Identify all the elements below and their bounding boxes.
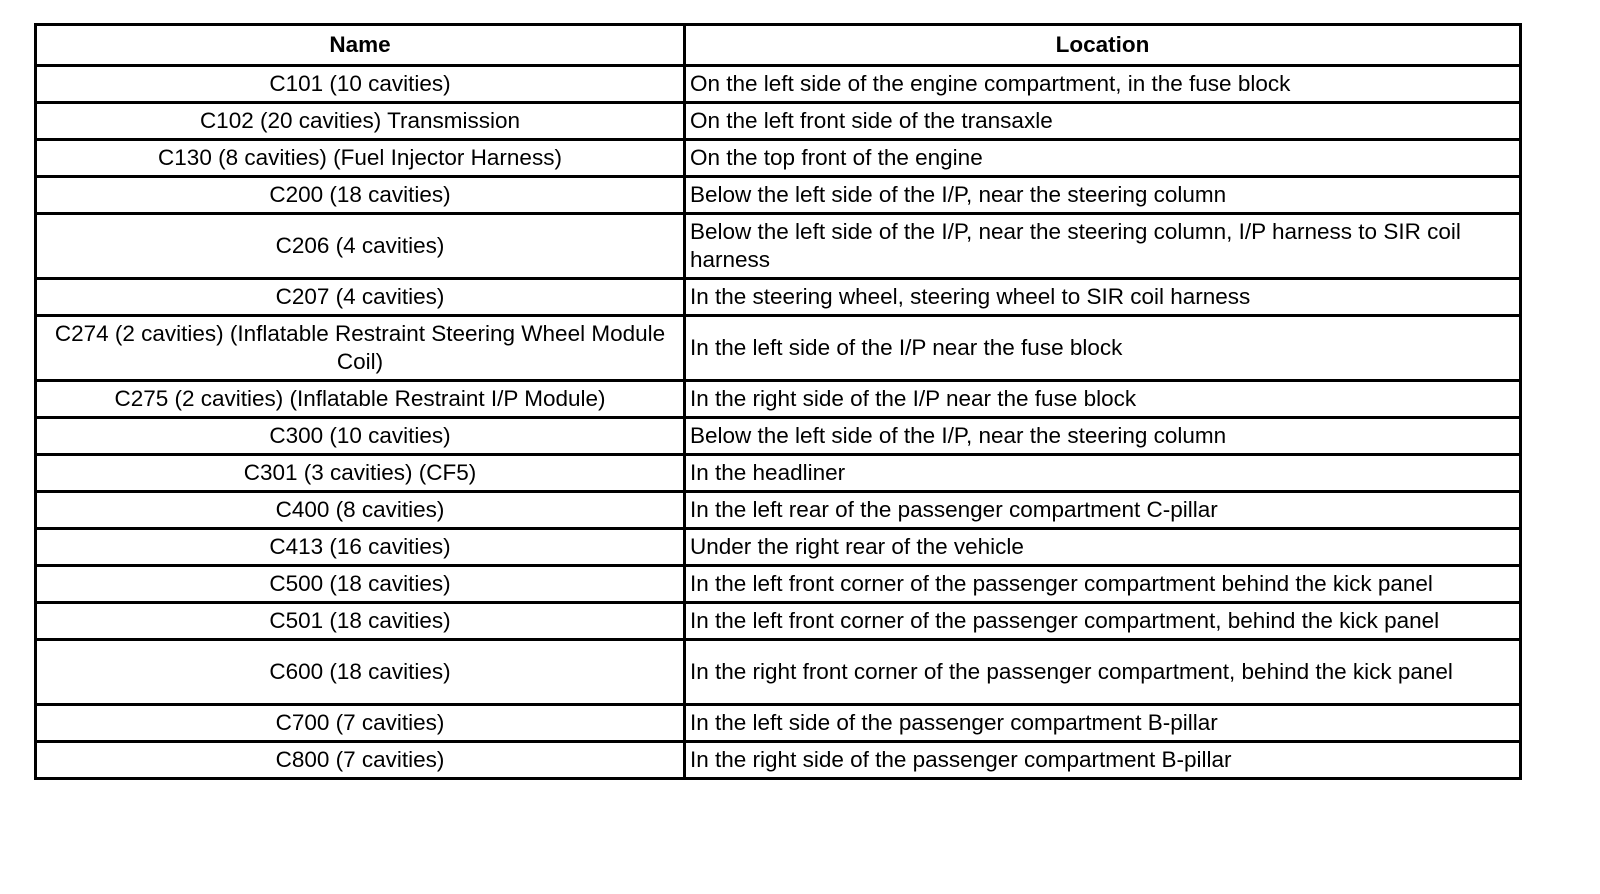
connector-name-cell: C274 (2 cavities) (Inflatable Restraint Steering Wheel Module Coil) <box>36 316 685 381</box>
connector-location-table-container <box>34 23 1519 780</box>
connector-location-cell: In the right front corner of the passenger compartment, behind the kick panel <box>685 640 1521 705</box>
connector-name-cell: C275 (2 cavities) (Inflatable Restraint I/P Module) <box>36 381 685 418</box>
connector-location-cell: In the left side of the passenger compartment B-pillar <box>685 705 1521 742</box>
table-row <box>36 603 1521 640</box>
connector-name-cell: C300 (10 cavities) <box>36 418 685 455</box>
table-row <box>36 529 1521 566</box>
table-row <box>36 381 1521 418</box>
table-row <box>36 492 1521 529</box>
table-row <box>36 742 1521 779</box>
connector-location-cell: On the top front of the engine <box>685 140 1521 177</box>
connector-location-cell: Under the right rear of the vehicle <box>685 529 1521 566</box>
connector-location-cell: In the left front corner of the passenger compartment, behind the kick panel <box>685 603 1521 640</box>
connector-name-cell: C800 (7 cavities) <box>36 742 685 779</box>
connector-location-cell: In the left side of the I/P near the fuse block <box>685 316 1521 381</box>
connector-name-cell: C500 (18 cavities) <box>36 566 685 603</box>
table-header-row <box>36 25 1521 66</box>
connector-location-cell: In the right side of the passenger compartment B-pillar <box>685 742 1521 779</box>
table-row <box>36 566 1521 603</box>
table-row <box>36 66 1521 103</box>
table-row <box>36 455 1521 492</box>
table-row <box>36 177 1521 214</box>
connector-location-cell: Below the left side of the I/P, near the steering column <box>685 177 1521 214</box>
connector-location-cell: In the left rear of the passenger compartment C-pillar <box>685 492 1521 529</box>
connector-location-cell: On the left front side of the transaxle <box>685 103 1521 140</box>
connector-name-cell: C200 (18 cavities) <box>36 177 685 214</box>
connector-location-cell: In the headliner <box>685 455 1521 492</box>
connector-name-cell: C207 (4 cavities) <box>36 279 685 316</box>
table-row <box>36 316 1521 381</box>
connector-name-cell: C700 (7 cavities) <box>36 705 685 742</box>
connector-location-cell: On the left side of the engine compartment, in the fuse block <box>685 66 1521 103</box>
connector-location-cell: Below the left side of the I/P, near the steering column, I/P harness to SIR coil harness <box>685 214 1521 279</box>
connector-name-cell: C413 (16 cavities) <box>36 529 685 566</box>
connector-name-cell: C101 (10 cavities) <box>36 66 685 103</box>
connector-location-cell: In the left front corner of the passenger compartment behind the kick panel <box>685 566 1521 603</box>
table-row <box>36 103 1521 140</box>
table-row <box>36 214 1521 279</box>
connector-name-cell: C206 (4 cavities) <box>36 214 685 279</box>
connector-name-cell: C400 (8 cavities) <box>36 492 685 529</box>
table-row <box>36 418 1521 455</box>
table-row <box>36 640 1521 705</box>
connector-name-cell: C501 (18 cavities) <box>36 603 685 640</box>
connector-name-cell: C102 (20 cavities) Transmission <box>36 103 685 140</box>
connector-location-table <box>34 23 1522 780</box>
column-header-location: Location <box>685 25 1521 66</box>
connector-name-cell: C130 (8 cavities) (Fuel Injector Harness) <box>36 140 685 177</box>
connector-name-cell: C301 (3 cavities) (CF5) <box>36 455 685 492</box>
column-header-name: Name <box>36 25 685 66</box>
table-row <box>36 279 1521 316</box>
connector-location-cell: Below the left side of the I/P, near the steering column <box>685 418 1521 455</box>
connector-location-cell: In the steering wheel, steering wheel to SIR coil harness <box>685 279 1521 316</box>
connector-name-cell: C600 (18 cavities) <box>36 640 685 705</box>
table-row <box>36 140 1521 177</box>
table-row <box>36 705 1521 742</box>
connector-location-cell: In the right side of the I/P near the fuse block <box>685 381 1521 418</box>
